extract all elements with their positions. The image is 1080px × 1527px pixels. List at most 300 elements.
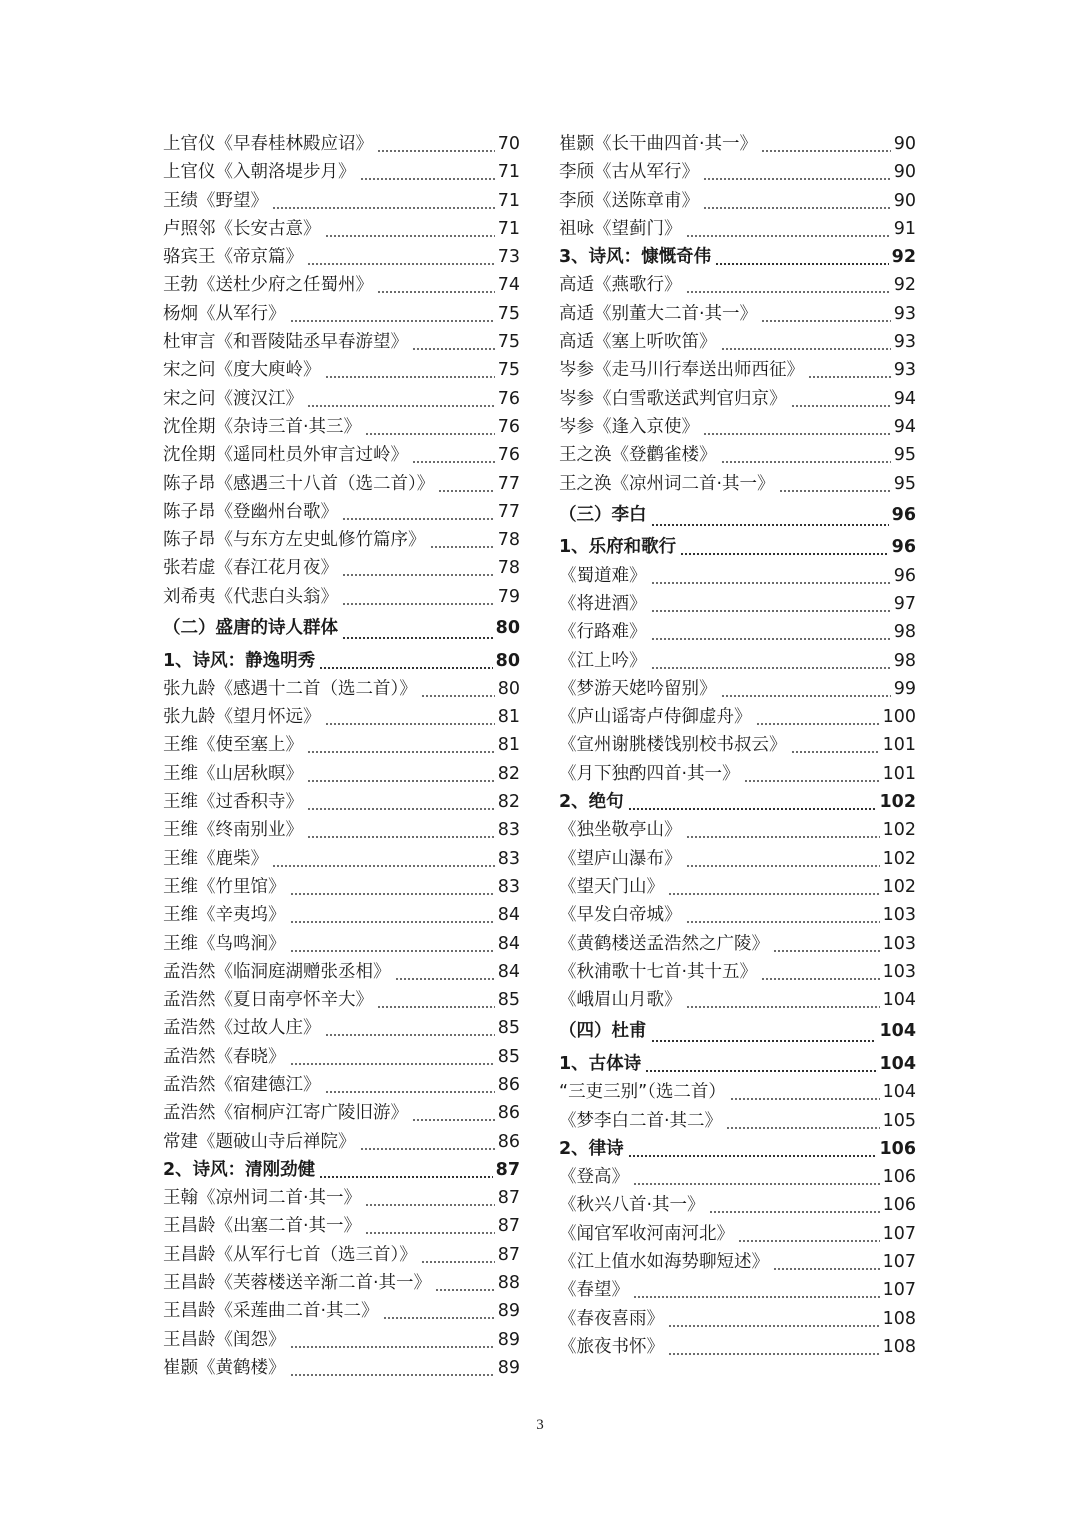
toc-entry-title: （四）杜甫 <box>559 1021 647 1042</box>
toc-page-number: 87 <box>497 1216 520 1237</box>
toc-entry-title: 《秋兴八首·其一》 <box>559 1195 705 1216</box>
toc-entry[interactable] <box>559 1248 916 1276</box>
dot-leader <box>290 901 495 929</box>
toc-entry[interactable] <box>559 385 916 413</box>
toc-page-number: 106 <box>882 1195 916 1216</box>
dot-leader <box>307 788 495 816</box>
dot-leader <box>319 647 492 675</box>
dot-leader <box>686 986 880 1014</box>
toc-entry[interactable] <box>559 1191 916 1219</box>
toc-entry-title: 《宣州谢朓楼饯别校书叔云》 <box>559 735 787 756</box>
dot-leader <box>761 130 891 158</box>
toc-entry-title: 孟浩然《过故人庄》 <box>163 1018 321 1039</box>
toc-column-right <box>559 130 916 1361</box>
dot-leader <box>633 1163 880 1191</box>
toc-entry-title: 《秋浦歌十七首·其十五》 <box>559 961 758 982</box>
dot-leader <box>290 300 495 328</box>
toc-page-number: 101 <box>882 735 916 756</box>
dot-leader <box>791 385 891 413</box>
toc-page-number: 81 <box>497 735 520 756</box>
toc-entry[interactable] <box>559 1305 916 1333</box>
toc-entry-title: “三吏三别”（选二首） <box>559 1082 726 1103</box>
toc-entry-title: 孟浩然《春晓》 <box>163 1046 286 1067</box>
dot-leader <box>307 731 495 759</box>
toc-page-number: 89 <box>497 1329 520 1350</box>
toc-entry[interactable] <box>163 158 520 186</box>
toc-entry[interactable] <box>559 1078 916 1106</box>
toc-page-number: 101 <box>882 763 916 784</box>
dot-leader <box>686 816 880 844</box>
toc-subsection-heading[interactable] <box>559 1050 916 1078</box>
toc-entry[interactable] <box>163 1326 520 1354</box>
toc-entry[interactable] <box>163 583 520 611</box>
toc-page-number: 90 <box>893 134 916 154</box>
toc-entry[interactable] <box>559 271 916 299</box>
dot-leader <box>319 1156 492 1184</box>
toc-entry[interactable] <box>559 470 916 498</box>
dot-leader <box>726 1107 880 1135</box>
toc-page-number: 106 <box>882 1167 916 1188</box>
dot-leader <box>668 873 880 901</box>
toc-page-number: 75 <box>497 332 520 353</box>
toc-page-number: 89 <box>497 1301 520 1322</box>
dot-leader <box>307 760 495 788</box>
toc-entry-title: 张九龄《望月怀远》 <box>163 707 321 728</box>
toc-entry-title: 杜审言《和晋陵陆丞早春游望》 <box>163 332 408 353</box>
toc-page-number: 87 <box>497 1188 520 1209</box>
toc-entry-title: 《黄鹤楼送孟浩然之广陵》 <box>559 933 769 954</box>
toc-entry[interactable] <box>163 986 520 1014</box>
toc-entry[interactable] <box>559 675 916 703</box>
dot-leader <box>290 1326 495 1354</box>
toc-entry-title: 《行路难》 <box>559 622 647 643</box>
dot-leader <box>342 554 495 582</box>
toc-entry-title: 《春望》 <box>559 1280 629 1301</box>
dot-leader <box>628 1135 877 1163</box>
toc-page-number: 108 <box>882 1308 916 1329</box>
dot-leader <box>421 1241 495 1269</box>
dot-leader <box>290 873 495 901</box>
toc-entry-title: 岑参《白雪歌送武判官归京》 <box>559 388 787 409</box>
dot-leader <box>791 731 880 759</box>
dot-leader <box>342 498 495 526</box>
dot-leader <box>761 300 891 328</box>
toc-entry-title: 王绩《野望》 <box>163 190 268 211</box>
toc-entry[interactable] <box>163 271 520 299</box>
dot-leader <box>325 215 495 243</box>
toc-entry-title: 岑参《逢入京使》 <box>559 416 699 437</box>
toc-page-number: 85 <box>497 1018 520 1039</box>
toc-entry-title: 王维《鹿柴》 <box>163 848 268 869</box>
toc-entry[interactable] <box>163 1297 520 1325</box>
toc-entry[interactable] <box>559 215 916 243</box>
dot-leader <box>325 1071 495 1099</box>
toc-entry-title: 《早发白帝城》 <box>559 905 682 926</box>
dot-leader <box>365 1212 495 1240</box>
toc-subsection-heading[interactable] <box>559 788 916 816</box>
toc-entry-title: 李颀《古从军行》 <box>559 162 699 183</box>
toc-entry-title: 《春夜喜雨》 <box>559 1308 664 1329</box>
dot-leader <box>651 590 891 618</box>
toc-entry-title: 《闻官军收河南河北》 <box>559 1223 734 1244</box>
toc-entry[interactable] <box>163 901 520 929</box>
toc-entry-title: 卢照邻《长安古意》 <box>163 218 321 239</box>
toc-entry[interactable] <box>163 1354 520 1382</box>
toc-entry-title: 王昌龄《出塞二首·其一》 <box>163 1216 362 1237</box>
toc-entry[interactable] <box>559 816 916 844</box>
toc-entry-title: 刘希夷《代悲白头翁》 <box>163 586 338 607</box>
toc-entry[interactable] <box>163 845 520 873</box>
toc-subsection-heading[interactable] <box>559 533 916 561</box>
toc-section-heading[interactable] <box>163 611 520 647</box>
dot-leader <box>307 385 495 413</box>
toc-page-number: 94 <box>893 388 916 409</box>
toc-page-number: 87 <box>495 1159 520 1180</box>
toc-entry[interactable] <box>163 873 520 901</box>
dot-leader <box>342 611 493 647</box>
dot-leader <box>628 788 877 816</box>
dot-leader <box>668 1305 880 1333</box>
dot-leader <box>680 533 888 561</box>
toc-entry[interactable] <box>559 958 916 986</box>
toc-entry-title: 岑参《走马川行奉送出师西征》 <box>559 360 804 381</box>
dot-leader <box>738 1220 880 1248</box>
dot-leader <box>342 583 495 611</box>
dot-leader <box>686 845 880 873</box>
toc-page-number: 79 <box>497 586 520 607</box>
toc-page-number: 71 <box>497 218 520 239</box>
toc-entry[interactable] <box>559 703 916 731</box>
dot-leader <box>651 618 891 646</box>
toc-page-number: 90 <box>893 190 916 211</box>
toc-entry[interactable] <box>163 187 520 215</box>
toc-entry[interactable] <box>163 130 520 158</box>
toc-entry-title: 崔颢《黄鹤楼》 <box>163 1357 286 1378</box>
dot-leader <box>808 356 891 384</box>
toc-entry-title: 陈子昂《登幽州台歌》 <box>163 501 338 522</box>
toc-page-number: 104 <box>882 1082 916 1103</box>
toc-entry-title: 《望天门山》 <box>559 876 664 897</box>
toc-entry-title: 《月下独酌四首·其一》 <box>559 763 740 784</box>
toc-page-number: 71 <box>497 190 520 211</box>
dot-leader <box>383 1297 495 1325</box>
dot-leader <box>307 243 495 271</box>
dot-leader <box>325 1014 495 1042</box>
toc-page-number: 90 <box>893 162 916 183</box>
toc-page-number: 102 <box>882 876 916 897</box>
toc-entry[interactable] <box>163 1241 520 1269</box>
toc-entry[interactable] <box>559 158 916 186</box>
dot-leader <box>438 470 494 498</box>
toc-entry[interactable] <box>163 328 520 356</box>
toc-entry[interactable] <box>559 901 916 929</box>
toc-entry[interactable] <box>559 1220 916 1248</box>
toc-page-number: 103 <box>882 905 916 926</box>
toc-page-number: 106 <box>879 1138 916 1159</box>
toc-section-heading[interactable] <box>559 498 916 534</box>
toc-page-number: 83 <box>497 876 520 897</box>
toc-entry[interactable] <box>163 554 520 582</box>
toc-entry-title: 王昌龄《芙蓉楼送辛渐二首·其一》 <box>163 1273 432 1294</box>
toc-entry[interactable] <box>163 413 520 441</box>
toc-page-number: 83 <box>497 820 520 841</box>
toc-entry[interactable] <box>559 590 916 618</box>
toc-page-number: 98 <box>893 650 916 671</box>
dot-leader <box>307 816 495 844</box>
toc-page-number: 73 <box>497 247 520 268</box>
toc-entry[interactable] <box>559 618 916 646</box>
dot-leader <box>377 130 495 158</box>
toc-page-number: 85 <box>497 990 520 1011</box>
dot-leader <box>272 845 495 873</box>
toc-entry[interactable] <box>163 760 520 788</box>
toc-page-number: 85 <box>497 1046 520 1067</box>
toc-entry[interactable] <box>163 1212 520 1240</box>
toc-page-number: 100 <box>882 707 916 728</box>
toc-entry[interactable] <box>559 328 916 356</box>
toc-entry[interactable] <box>163 300 520 328</box>
toc-entry-title: 王维《山居秋暝》 <box>163 763 303 784</box>
toc-entry[interactable] <box>559 760 916 788</box>
dot-leader <box>651 647 891 675</box>
toc-entry[interactable] <box>559 1107 916 1135</box>
toc-entry[interactable] <box>559 731 916 759</box>
toc-entry[interactable] <box>163 1184 520 1212</box>
dot-leader <box>290 1354 495 1382</box>
toc-entry[interactable] <box>163 675 520 703</box>
toc-entry-title: 《将进酒》 <box>559 593 647 614</box>
toc-page-number: 86 <box>497 1103 520 1124</box>
toc-entry[interactable] <box>163 1071 520 1099</box>
dot-leader <box>651 562 891 590</box>
toc-entry[interactable] <box>559 1163 916 1191</box>
toc-entry-title: 上官仪《入朝洛堤步月》 <box>163 162 356 183</box>
toc-entry-title: （三）李白 <box>559 504 647 525</box>
dot-leader <box>377 986 495 1014</box>
toc-entry-title: 1、古体诗 <box>559 1053 642 1074</box>
toc-entry[interactable] <box>559 930 916 958</box>
toc-entry[interactable] <box>163 526 520 554</box>
toc-page-number: 107 <box>882 1223 916 1244</box>
toc-entry-title: 王昌龄《从军行七首（选三首）》 <box>163 1244 417 1265</box>
toc-page-number: 82 <box>497 792 520 813</box>
toc-entry[interactable] <box>163 385 520 413</box>
toc-page-number: 70 <box>497 134 520 154</box>
toc-entry-title: 李颀《送陈章甫》 <box>559 190 699 211</box>
toc-entry-title: 王维《使至塞上》 <box>163 735 303 756</box>
toc-entry-title: 陈子昂《感遇三十八首（选二首）》 <box>163 473 435 494</box>
dot-leader <box>412 441 495 469</box>
toc-page-number: 104 <box>879 1053 916 1074</box>
dot-leader <box>377 271 495 299</box>
toc-entry[interactable] <box>163 441 520 469</box>
toc-entry[interactable] <box>163 930 520 958</box>
toc-page-number: 92 <box>891 247 916 268</box>
toc-entry-title: 《蜀道难》 <box>559 565 647 586</box>
dot-leader <box>633 1276 880 1304</box>
toc-entry[interactable] <box>163 816 520 844</box>
toc-entry-title: 1、诗风：静逸明秀 <box>163 650 316 671</box>
toc-page-number: 98 <box>893 622 916 643</box>
dot-leader <box>668 1333 880 1361</box>
toc-page-number: 86 <box>497 1131 520 1152</box>
toc-page-number: 93 <box>893 332 916 353</box>
toc-entry-title: 《庐山谣寄卢侍御虚舟》 <box>559 707 752 728</box>
toc-page-number: 96 <box>891 504 916 525</box>
toc-entry-title: 2、诗风：清刚劲健 <box>163 1159 316 1180</box>
toc-entry-title: 孟浩然《宿建德江》 <box>163 1075 321 1095</box>
toc-page-number: 82 <box>497 763 520 784</box>
toc-entry[interactable] <box>559 845 916 873</box>
toc-page-number: 80 <box>495 618 520 639</box>
toc-entry-title: 3、诗风：慷慨奇伟 <box>559 247 712 268</box>
dot-leader <box>686 271 891 299</box>
toc-subsection-heading[interactable] <box>559 243 916 271</box>
dot-leader <box>744 760 880 788</box>
toc-entry[interactable] <box>559 187 916 215</box>
dot-leader <box>773 1248 880 1276</box>
toc-entry-title: 高适《塞上听吹笛》 <box>559 332 717 353</box>
dot-leader <box>721 441 891 469</box>
toc-entry[interactable] <box>163 1128 520 1156</box>
dot-leader <box>395 958 495 986</box>
toc-section-heading[interactable] <box>559 1014 916 1050</box>
toc-entry[interactable] <box>559 441 916 469</box>
dot-leader <box>721 675 891 703</box>
page-number: 3 <box>536 1417 544 1433</box>
toc-page-number: 104 <box>879 1021 916 1042</box>
dot-leader <box>365 1184 495 1212</box>
dot-leader <box>365 413 495 441</box>
toc-entry-title: 《峨眉山月歌》 <box>559 990 682 1011</box>
toc-entry[interactable] <box>163 470 520 498</box>
toc-entry[interactable] <box>559 873 916 901</box>
dot-leader <box>325 356 495 384</box>
toc-entry-title: （二）盛唐的诗人群体 <box>163 618 338 639</box>
toc-page-number: 107 <box>882 1280 916 1301</box>
toc-entry-title: 张九龄《感遇十二首（选二首）》 <box>163 678 417 699</box>
dot-leader <box>430 526 495 554</box>
dot-leader <box>290 1043 495 1071</box>
toc-entry[interactable] <box>163 958 520 986</box>
toc-entry-title: 高适《燕歌行》 <box>559 275 682 296</box>
toc-entry[interactable] <box>163 1269 520 1297</box>
toc-entry[interactable] <box>163 243 520 271</box>
toc-entry[interactable] <box>559 413 916 441</box>
toc-entry-title: 王维《过香积寺》 <box>163 792 303 813</box>
toc-page-number: 84 <box>497 961 520 982</box>
toc-subsection-heading[interactable] <box>559 1135 916 1163</box>
toc-page-number: 75 <box>497 360 520 381</box>
toc-page-number: 76 <box>497 388 520 409</box>
dot-leader <box>730 1078 880 1106</box>
dot-leader <box>290 930 495 958</box>
toc-entry-title: 王维《鸟鸣涧》 <box>163 933 286 954</box>
toc-column-left <box>163 130 520 1382</box>
toc-entry-title: 2、绝句 <box>559 792 624 813</box>
toc-entry-title: 王维《终南别业》 <box>163 820 303 841</box>
toc-page-number: 89 <box>497 1357 520 1378</box>
toc-entry-title: 王翰《凉州词二首·其一》 <box>163 1188 362 1209</box>
toc-entry-title: 宋之问《渡汉江》 <box>163 388 303 409</box>
toc-page-number: 74 <box>497 275 520 296</box>
toc-page-number: 94 <box>893 416 916 437</box>
toc-entry-title: 杨炯《从军行》 <box>163 303 286 324</box>
toc-entry-title: 《梦游天姥吟留别》 <box>559 678 717 699</box>
toc-entry-title: 2、律诗 <box>559 1138 624 1159</box>
toc-entry[interactable] <box>559 647 916 675</box>
toc-page-number: 102 <box>879 792 916 813</box>
toc-entry-title: 沈佺期《遥同杜员外审言过岭》 <box>163 445 408 466</box>
toc-entry[interactable] <box>163 703 520 731</box>
toc-page-number: 93 <box>893 360 916 381</box>
toc-entry-title: 《梦李白二首·其二》 <box>559 1110 723 1131</box>
toc-entry[interactable] <box>559 986 916 1014</box>
dot-leader <box>779 470 891 498</box>
toc-page-number: 93 <box>893 303 916 324</box>
toc-page-number: 104 <box>882 990 916 1011</box>
toc-entry[interactable] <box>163 788 520 816</box>
toc-entry[interactable] <box>163 356 520 384</box>
dot-leader <box>761 958 880 986</box>
toc-page-number: 95 <box>893 445 916 466</box>
toc-subsection-heading[interactable] <box>163 647 520 675</box>
toc-page-number: 84 <box>497 933 520 954</box>
toc-entry-title: 王昌龄《采莲曲二首·其二》 <box>163 1301 379 1322</box>
dot-leader <box>715 243 888 271</box>
toc-entry[interactable] <box>559 1276 916 1304</box>
dot-leader <box>721 328 891 356</box>
toc-page-number: 96 <box>891 537 916 558</box>
toc-entry[interactable] <box>559 130 916 158</box>
toc-entry[interactable] <box>559 300 916 328</box>
toc-entry[interactable] <box>559 356 916 384</box>
toc-entry-title: 《独坐敬亭山》 <box>559 820 682 841</box>
toc-entry-title: 孟浩然《临洞庭湖赠张丞相》 <box>163 961 391 982</box>
toc-entry[interactable] <box>163 731 520 759</box>
toc-page-number: 107 <box>882 1251 916 1272</box>
toc-entry[interactable] <box>163 498 520 526</box>
toc-entry-title: 陈子昂《与东方左史虬修竹篇序》 <box>163 530 426 551</box>
toc-page-number: 87 <box>497 1244 520 1265</box>
toc-entry[interactable] <box>163 1099 520 1127</box>
dot-leader <box>709 1191 880 1219</box>
dot-leader <box>645 1050 876 1078</box>
toc-subsection-heading[interactable] <box>163 1156 520 1184</box>
toc-entry[interactable] <box>559 1333 916 1361</box>
toc-page-number: 102 <box>882 848 916 869</box>
toc-entry-title: 骆宾王《帝京篇》 <box>163 247 303 268</box>
toc-page-number: 99 <box>893 678 916 699</box>
toc-entry-title: 《江上吟》 <box>559 650 647 671</box>
dot-leader <box>651 1014 877 1050</box>
toc-entry[interactable] <box>163 1014 520 1042</box>
toc-page-number: 84 <box>497 905 520 926</box>
toc-entry[interactable] <box>559 562 916 590</box>
dot-leader <box>686 215 891 243</box>
toc-entry[interactable] <box>163 215 520 243</box>
toc-entry-title: 孟浩然《宿桐庐江寄广陵旧游》 <box>163 1103 408 1124</box>
toc-page-number: 75 <box>497 303 520 324</box>
toc-page-number: 105 <box>882 1110 916 1131</box>
toc-page-number: 76 <box>497 416 520 437</box>
dot-leader <box>272 187 495 215</box>
toc-page-number: 81 <box>497 707 520 728</box>
toc-entry-title: 《登高》 <box>559 1167 629 1188</box>
toc-entry[interactable] <box>163 1043 520 1071</box>
toc-entry-title: 《望庐山瀑布》 <box>559 848 682 869</box>
toc-entry-title: 王之涣《凉州词二首·其一》 <box>559 473 775 494</box>
